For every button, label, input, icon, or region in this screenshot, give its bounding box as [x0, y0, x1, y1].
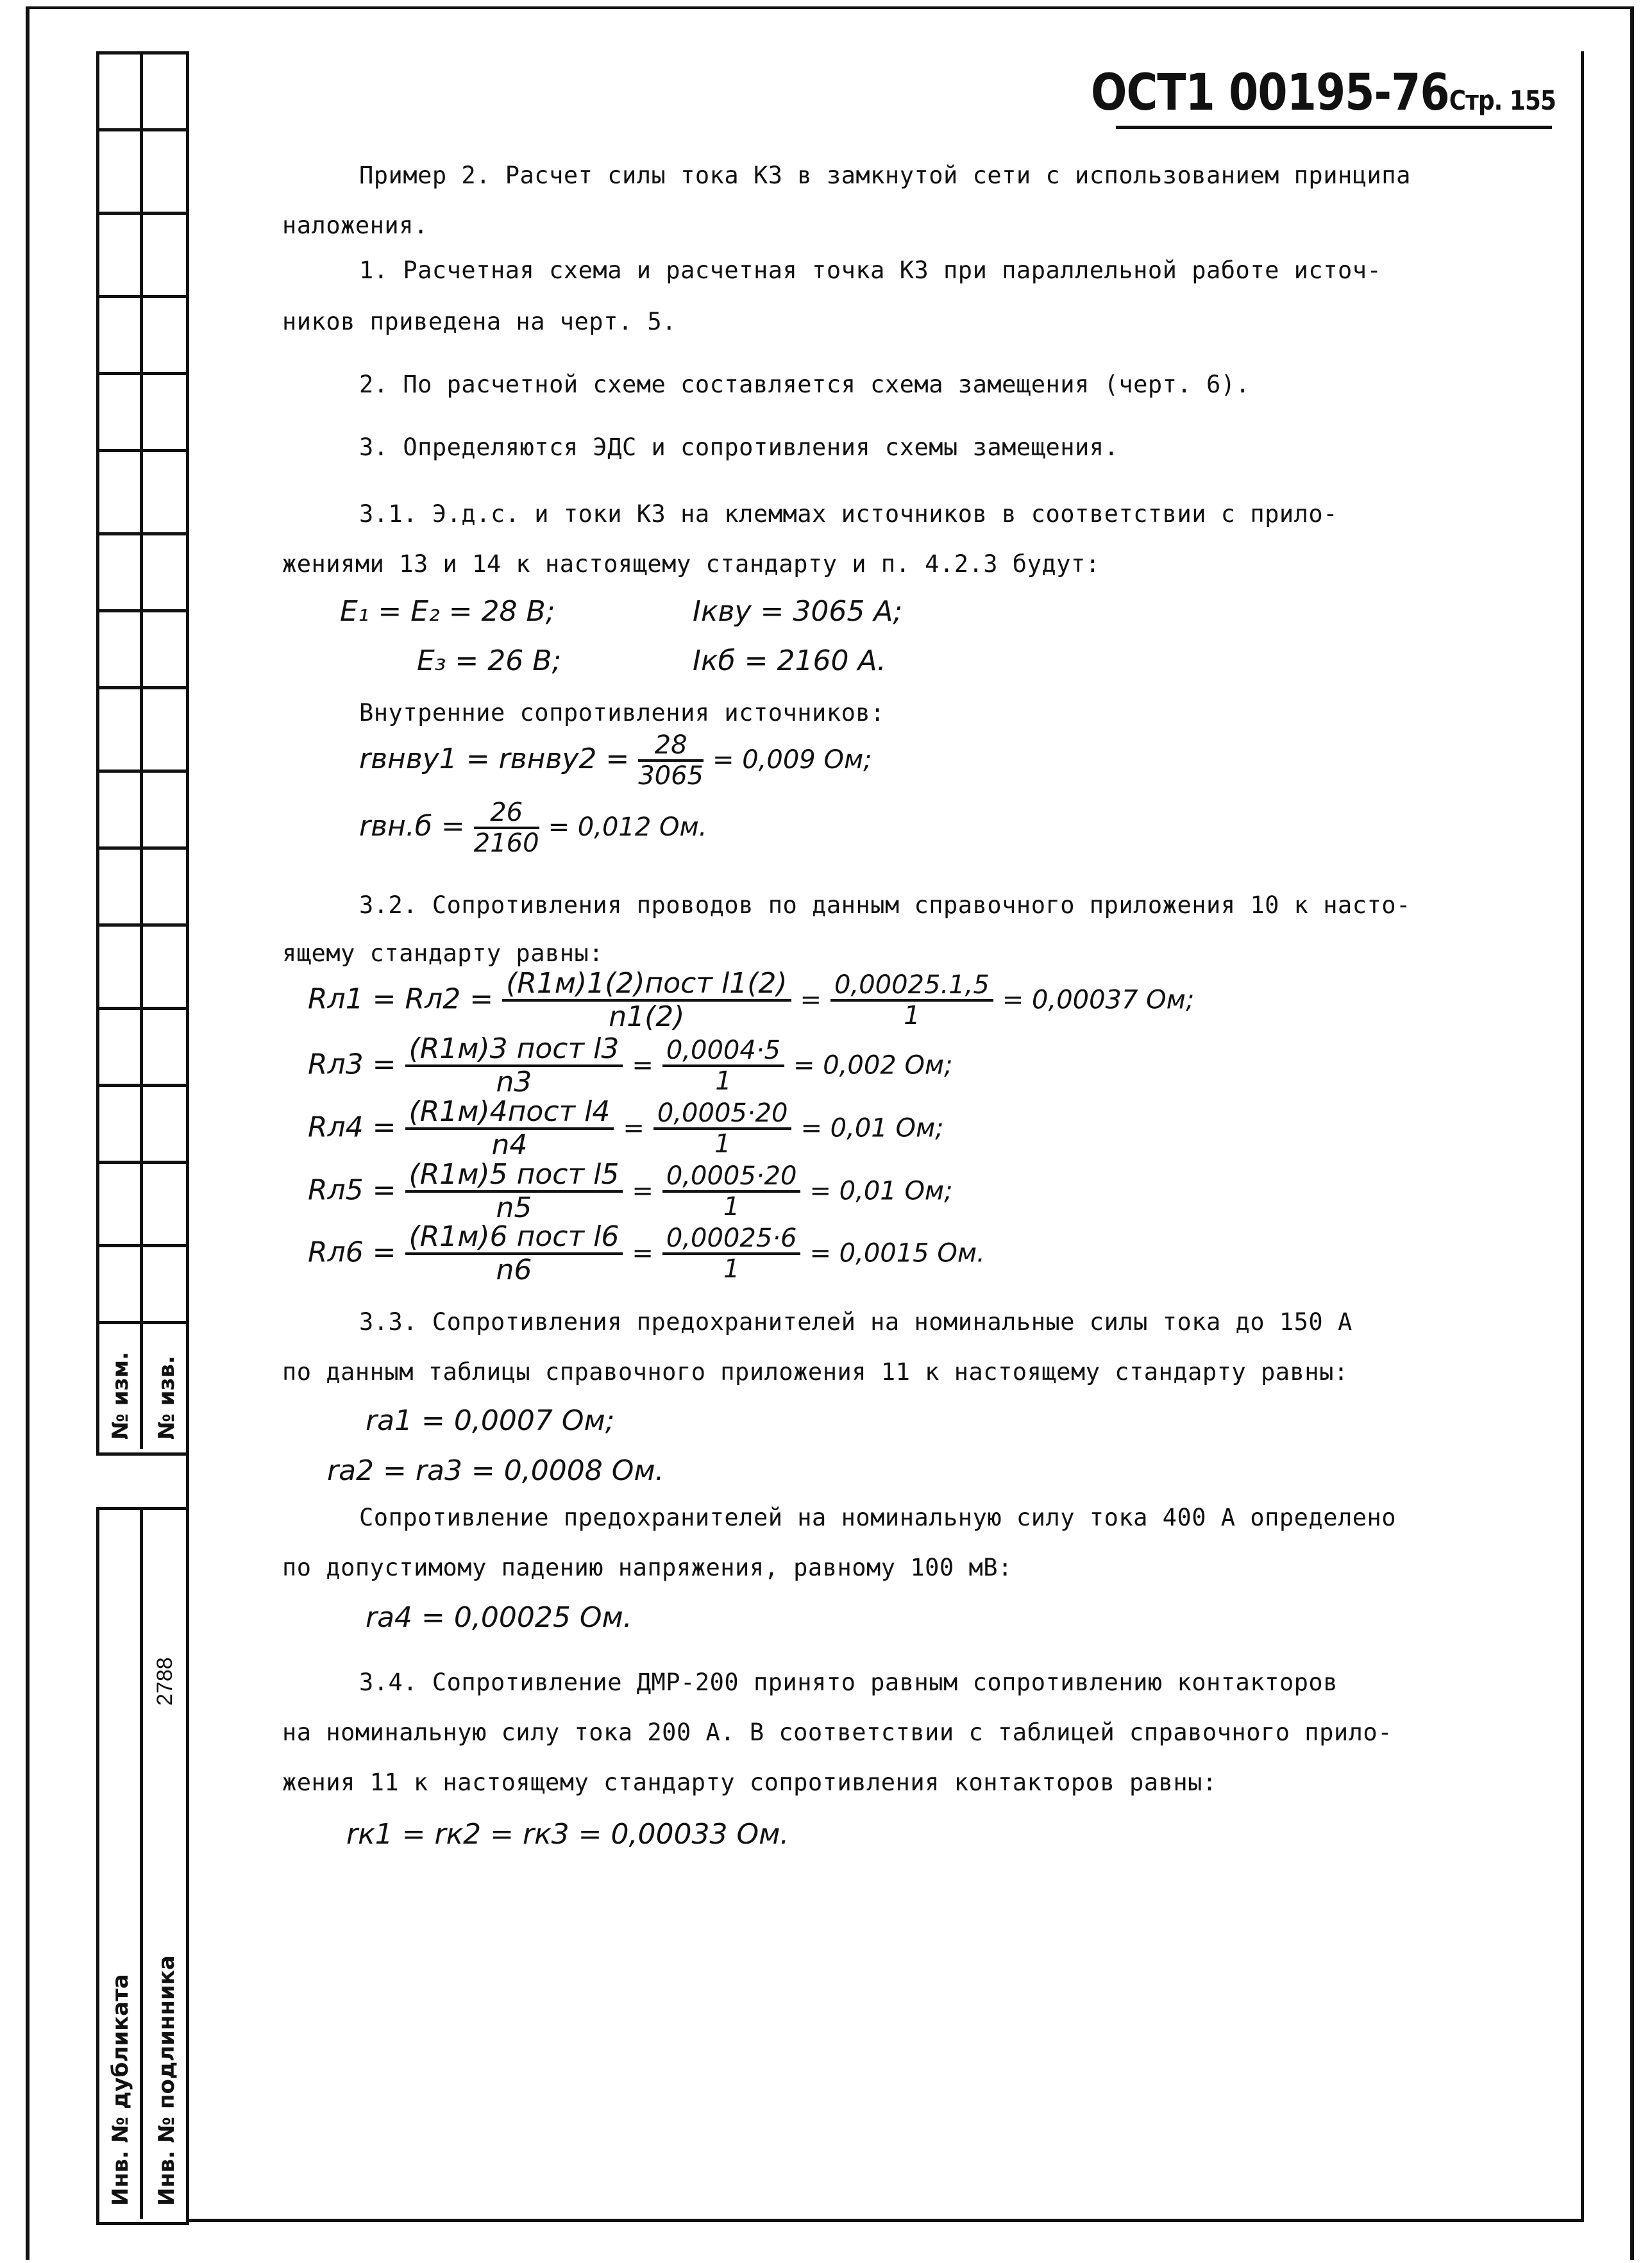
paragraph: 3.1. Э.д.с. и токи КЗ на клеммах источников в соответствии с прило- [359, 500, 1338, 528]
paragraph: ящему стандарту равны: [282, 939, 604, 967]
paragraph: 1. Расчетная схема и расчетная точка КЗ при параллельной работе источ- [359, 257, 1382, 284]
stub-rule [96, 1161, 186, 1164]
stub-rule [96, 1244, 186, 1247]
formula: Rл3 = $\frac{\text{(R1м)3 пост l3}}{n3}$ = $\frac{0,0004\cdot 5}{1}$ = 0,002 Ом; [308, 1032, 953, 1099]
paragraph: 3.2. Сопротивления проводов по данным справочного приложения 10 к насто- [359, 891, 1411, 919]
stub-number: 2788 [153, 1657, 177, 1706]
stub-rule [96, 372, 186, 375]
formula: ra2 = ra3 = 0,0008 Ом. [327, 1454, 664, 1487]
header-underline [1116, 126, 1552, 129]
stub-rule [96, 1084, 186, 1087]
stub-lower-divider [140, 1507, 143, 2219]
stub-rule [96, 532, 186, 535]
stub-rule [96, 846, 186, 850]
paragraph: 3.3. Сопротивления предохранителей на номинальные силы тока до 150 А [359, 1308, 1353, 1336]
paragraph: Внутренние сопротивления источников: [359, 699, 885, 727]
stub-rule [96, 609, 186, 612]
paragraph: по допустимому падению напряжения, равному 100 мВ: [282, 1554, 1013, 1581]
formula: Rл5 = $\frac{\text{(R1м)5 пост l5}}{n5}$ = $\frac{0,0005\cdot 20}{1}$ = 0,01 Ом; [308, 1158, 953, 1225]
paragraph: жения 11 к настоящему стандарту сопротивления контакторов равны: [282, 1769, 1217, 1796]
paragraph: на номинальную силу тока 200 А. В соответствии с таблицей справочного прило- [282, 1719, 1392, 1746]
formula: rк1 = rк2 = rк3 = 0,00033 Ом. [346, 1818, 789, 1851]
stub-rule [96, 212, 186, 215]
formula: rвн.б = $\frac{26}{2160}$ = 0,012 Ом. [359, 798, 707, 858]
stub-rule [96, 923, 186, 927]
stub-rule [96, 770, 186, 773]
formula: Rл4 = $\frac{\text{(R1м)4пост l4}}{n4}$ = $\frac{0,0005\cdot 20}{1}$ = 0,01 Ом; [308, 1095, 944, 1162]
paragraph: 2. По расчетной схеме составляется схема замещения (черт. 6). [359, 371, 1251, 398]
stub-label-izv: № изв. [154, 1356, 180, 1440]
paragraph: 3. Определяются ЭДС и сопротивления схемы замещения. [359, 433, 1119, 461]
stub-rule [96, 1321, 186, 1324]
stub-rule [96, 128, 186, 131]
formula: E₃ = 26 В; [417, 644, 562, 677]
page-label: Стр. 155 [1449, 85, 1556, 116]
paragraph: Пример 2. Расчет силы тока КЗ в замкнутой сети с использованием принципа [359, 162, 1411, 189]
formula: Rл6 = $\frac{\text{(R1м)6 пост l6}}{n6}$ = $\frac{0,00025\cdot 6}{1}$ = 0,0015 Ом. [308, 1220, 985, 1287]
paragraph: наложения. [282, 212, 428, 239]
paragraph: Сопротивление предохранителей на номинальную силу тока 400 А определено [359, 1504, 1397, 1531]
document-code [1091, 64, 1556, 122]
formula: Iкву = 3065 А; [693, 595, 903, 628]
stub-rule [96, 686, 186, 689]
stub-rule [96, 295, 186, 298]
doc-code: ОСТ1 00195-76 [1090, 64, 1449, 122]
stub-label-izm: № изм. [108, 1351, 133, 1440]
formula: Iкб = 2160 А. [693, 644, 886, 677]
formula: rвнву1 = rвнву2 = $\frac{28}{3065}$ = 0,009 Ом; [359, 730, 872, 791]
formula: Rл1 = Rл2 = $\frac{\text{(R1м)1(2)пост l1(2)}}{n1(2)}$ = $\frac{0,00025.1,5}{1}$ = 0,00037 Ом; [308, 967, 1195, 1034]
paragraph: жениями 13 и 14 к настоящему стандарту и п. 4.2.3 будут: [282, 550, 1100, 578]
stub-rule [96, 449, 186, 452]
formula: ra4 = 0,00025 Ом. [366, 1601, 632, 1634]
stub-label-podlinnik: Инв. № подлинника [154, 1955, 180, 2206]
stub-upper-divider [140, 51, 143, 1449]
paragraph: ников приведена на черт. 5. [282, 308, 677, 335]
paragraph: 3.4. Сопротивление ДМР-200 принято равным сопротивлению контакторов [359, 1669, 1338, 1696]
stub-label-dublikat: Инв. № дубликата [108, 1974, 133, 2206]
formula: ra1 = 0,0007 Ом; [366, 1404, 615, 1437]
paragraph: по данным таблицы справочного приложения 11 к настоящему стандарту равны: [282, 1358, 1349, 1386]
stub-rule [96, 1007, 186, 1010]
formula: E₁ = E₂ = 28 В; [340, 595, 555, 628]
